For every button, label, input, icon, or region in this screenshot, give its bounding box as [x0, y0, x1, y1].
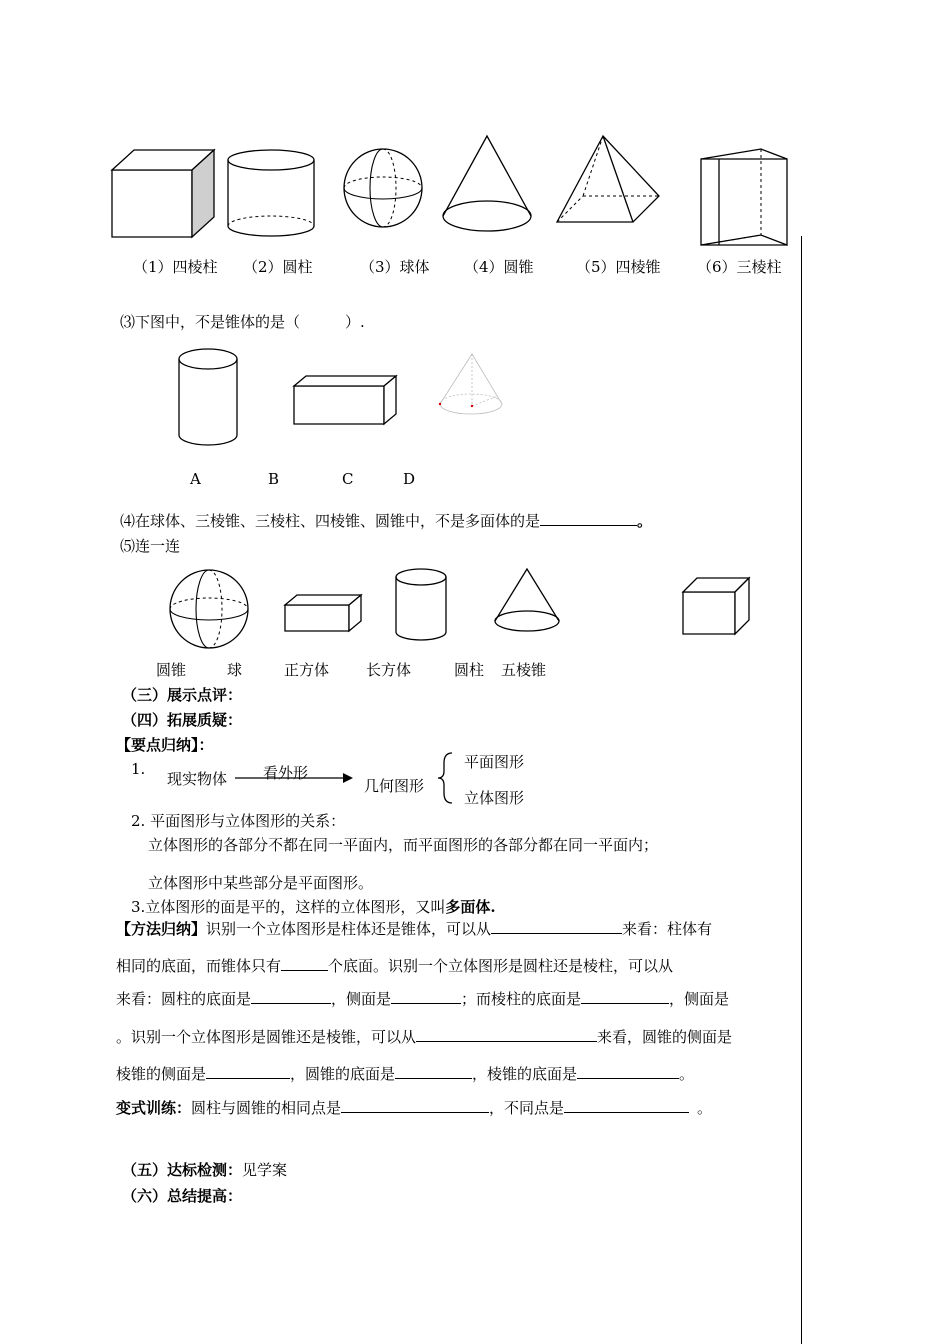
- method-text-4b: 来看，圆锥的侧面是: [597, 1028, 733, 1046]
- summary-point-2-line1: 立体图形的各部分不都在同一平面内，而平面图形的各部分都在同一平面内；: [148, 836, 659, 854]
- variant-blank-1[interactable]: [341, 1098, 489, 1113]
- label-triangular-prism: （6）三棱柱: [697, 258, 782, 276]
- section-3-heading: （三）展示点评：: [122, 686, 243, 704]
- q3-option-b: B: [268, 470, 280, 488]
- q3-option-d: D: [403, 470, 416, 488]
- q4-question: [120, 510, 652, 531]
- label-cylinder: （2）圆柱: [243, 258, 313, 276]
- method-line-5: [116, 1063, 694, 1084]
- q3-question: ⑶下图中，不是锥体的是（ ）.: [120, 313, 365, 331]
- q4-end: 。: [637, 512, 653, 530]
- summary-number-1: 1.: [131, 760, 146, 778]
- plane-figure-label: 平面图形: [464, 753, 525, 771]
- method-blank-8[interactable]: [395, 1064, 472, 1079]
- method-blank-6[interactable]: [416, 1027, 597, 1042]
- method-blank-4[interactable]: [391, 989, 461, 1004]
- q3-cylinder-figure: [177, 347, 241, 451]
- variant-label: 变式训练：: [116, 1099, 192, 1117]
- method-text-5d: 。: [679, 1065, 695, 1083]
- method-line-3: [116, 988, 729, 1009]
- method-blank-7[interactable]: [206, 1064, 290, 1079]
- method-line-1: [116, 918, 712, 939]
- method-text-3c: ；而棱柱的底面是: [461, 990, 582, 1008]
- q5-cuboid-figure: [283, 593, 365, 635]
- label-square-prism: （1）四棱柱: [133, 258, 218, 276]
- q5-name-cube: 正方体: [284, 661, 330, 679]
- key-points-heading: 【要点归纳】：: [116, 736, 214, 754]
- method-text-3b: ，侧面是: [331, 990, 392, 1008]
- method-blank-5[interactable]: [581, 989, 669, 1004]
- square-prism-figure: [110, 148, 220, 240]
- q5-name-cylinder: 圆柱: [454, 661, 485, 679]
- arrow-right-icon: [235, 772, 355, 784]
- q5-sphere-figure: [168, 569, 252, 651]
- section-4-heading: （四）拓展质疑：: [122, 711, 243, 729]
- q5-name-cone: 圆锥: [156, 661, 187, 679]
- section-6-heading: （六）总结提高：: [122, 1187, 243, 1205]
- solid-figure-label: 立体图形: [464, 789, 525, 807]
- triangular-prism-figure: [699, 147, 791, 249]
- q5-cube-figure: [681, 576, 753, 638]
- method-blank-1[interactable]: [491, 919, 622, 934]
- square-pyramid-figure: [555, 134, 661, 226]
- section-5: [122, 1159, 287, 1180]
- q3-cuboid-figure: [292, 374, 400, 428]
- polyhedron-term: 多面体.: [445, 898, 496, 916]
- method-text-5b: ，圆锥的底面是: [290, 1065, 396, 1083]
- q3-cone-figure: [436, 352, 508, 420]
- method-line-2: [116, 955, 673, 976]
- real-object-label: 现实物体: [167, 770, 228, 788]
- margin-line: [801, 236, 802, 1344]
- method-text-3d: ，侧面是: [669, 990, 730, 1008]
- q5-name-sphere: 球: [227, 661, 243, 679]
- label-square-pyramid: （5）四棱锥: [576, 258, 661, 276]
- method-label: 【方法归纳】: [116, 920, 207, 938]
- summary-point-2-line2: 立体图形中某些部分是平面图形。: [148, 874, 374, 892]
- variant-line: [116, 1097, 712, 1118]
- variant-blank-2[interactable]: [564, 1098, 689, 1113]
- q5-name-cuboid: 长方体: [366, 661, 412, 679]
- variant-text-a: 圆柱与圆锥的相同点是: [191, 1099, 342, 1117]
- label-cone: （4）圆锥: [464, 258, 534, 276]
- cylinder-figure: [226, 148, 318, 240]
- q4-answer-blank[interactable]: [540, 511, 637, 526]
- section-5-text: 见学案: [242, 1161, 288, 1179]
- brace-icon: [436, 751, 454, 805]
- method-text-5a: 棱锥的侧面是: [116, 1065, 207, 1083]
- method-text-1b: 来看：柱体有: [622, 920, 713, 938]
- summary-point-3: [131, 896, 496, 917]
- q3-option-c: C: [342, 470, 354, 488]
- q5-cylinder-figure: [394, 568, 452, 644]
- variant-text-b: ，不同点是: [489, 1099, 565, 1117]
- method-text-4a: 。识别一个立体图形是圆锥还是棱锥，可以从: [116, 1028, 417, 1046]
- label-sphere: （3）球体: [360, 258, 430, 276]
- method-blank-2[interactable]: [281, 956, 328, 971]
- summary-point-3-text: 3.立体图形的面是平的，这样的立体图形，又叫: [131, 898, 446, 916]
- q5-title: ⑸连一连: [120, 537, 181, 555]
- summary-point-2: 2. 平面图形与立体图形的关系：: [131, 812, 346, 830]
- method-blank-9[interactable]: [577, 1064, 679, 1079]
- method-text-1a: 识别一个立体图形是柱体还是锥体，可以从: [206, 920, 492, 938]
- arrow-label: 看外形: [263, 764, 309, 782]
- q4-text: ⑷在球体、三棱锥、三棱柱、四棱锥、圆锥中，不是多面体的是: [120, 512, 541, 530]
- method-text-3a: 来看：圆柱的底面是: [116, 990, 252, 1008]
- method-text-5c: ，棱锥的底面是: [472, 1065, 578, 1083]
- geometric-figure-label: 几何图形: [364, 777, 425, 795]
- method-line-4: [116, 1026, 732, 1047]
- variant-text-c: 。: [697, 1099, 713, 1117]
- method-text-2b: 个底面。识别一个立体图形是圆柱还是棱柱，可以从: [328, 957, 674, 975]
- q5-name-pentagonal-pyramid: 五棱锥: [501, 661, 547, 679]
- q5-cone-figure: [492, 567, 564, 637]
- section-5-heading: （五）达标检测：: [122, 1161, 243, 1179]
- method-text-2a: 相同的底面，而锥体只有: [116, 957, 282, 975]
- q3-option-a: A: [190, 470, 201, 488]
- cone-figure: [441, 134, 535, 238]
- method-blank-3[interactable]: [251, 989, 331, 1004]
- sphere-figure: [341, 149, 429, 229]
